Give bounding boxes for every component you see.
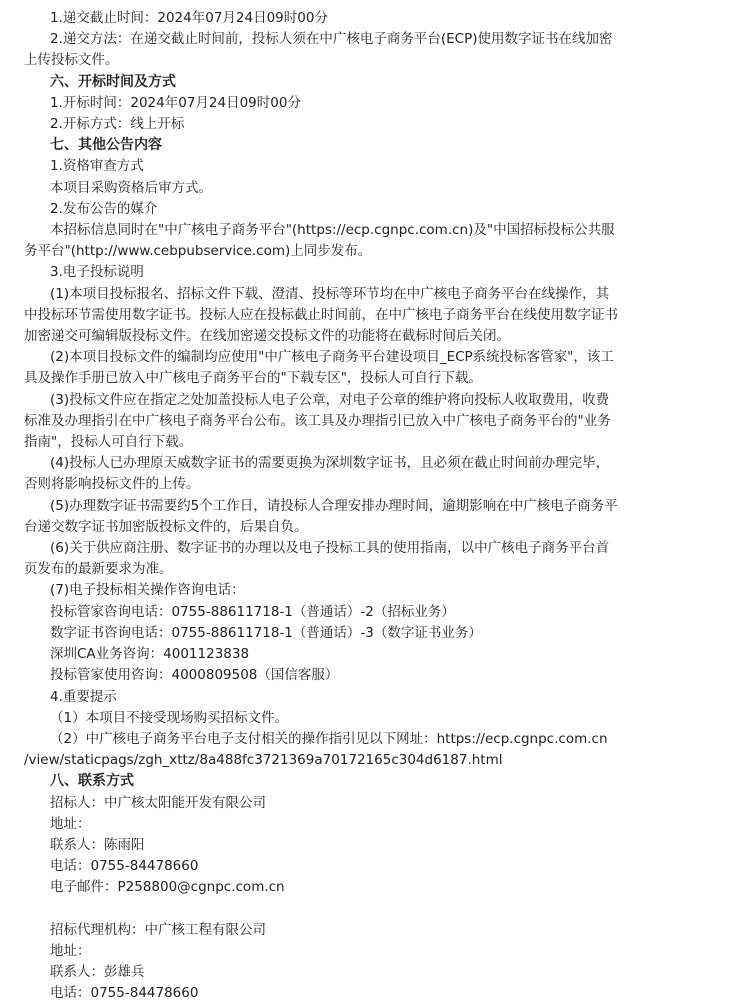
text-line: 电话：0755-84478660 [50, 858, 199, 875]
text-line: 招标人：中广核太阳能开发有限公司 [50, 794, 266, 811]
text-line: 投标管家咨询电话：0755-88611718-1（普通话）-2（招标业务） [50, 603, 455, 620]
section-heading: 六、开标时间及方式 [50, 73, 176, 90]
text-line: 台递交数字证书加密版投标文件的，后果自负。 [24, 518, 308, 535]
text-line: 本招标信息同时在"中广核电子商务平台"(https://ecp.cgnpc.com.cn)及"中国招标投标公共服 [50, 222, 615, 239]
text-line: 上传投标文件。 [24, 52, 119, 69]
text-line: (7)电子投标相关操作咨询电话： [50, 582, 245, 599]
text-line: 招标代理机构：中广核工程有限公司 [50, 921, 266, 938]
text-line: 2.发布公告的媒介 [50, 200, 158, 217]
text-line: 地址： [50, 942, 91, 959]
text-line: 1.递交截止时间：2024年07月24日09时00分 [50, 10, 328, 26]
text-line: 务平台"(http://www.cebpubservice.com)上同步发布。 [24, 243, 372, 260]
text-line: 1.开标时间：2024年07月24日09时00分 [50, 94, 301, 111]
text-line: 2.开标方式：线上开标 [50, 116, 185, 133]
text-line: 2.递交方法：在递交截止时间前，投标人须在中广核电子商务平台(ECP)使用数字证书在线加密 [50, 31, 613, 48]
text-line: 数字证书咨询电话：0755-88611718-1（普通话）-3（数字证书业务） [50, 624, 482, 641]
section-heading: 七、其他公告内容 [50, 137, 162, 154]
text-line: (1)本项目投标报名、招标文件下载、澄清、投标等环节均在中广核电子商务平台在线操作，其 [50, 285, 610, 302]
section-heading: 八、联系方式 [50, 773, 134, 790]
text-line: 页发布的最新要求为准。 [24, 561, 173, 578]
text-line: 本项目采购资格后审方式。 [50, 179, 212, 196]
text-line: 投标管家使用咨询：4000809508（国信客服） [50, 667, 339, 684]
text-line: 否则将影响投标文件的上传。 [24, 476, 200, 493]
text-line: 指南"，投标人可自行下载。 [24, 434, 193, 451]
text-line: 地址： [50, 815, 91, 832]
text-line: 4.重要提示 [50, 688, 117, 705]
text-line: /view/staticpags/zgh_xttz/8a488fc3721369a70172165c304d6187.html [24, 752, 503, 769]
text-line: (3)投标文件应在指定之处加盖投标人电子公章，对电子公章的维护将向投标人收取费用，收费 [50, 391, 610, 408]
blank-line [24, 899, 741, 920]
text-line: 联系人：彭雄兵 [50, 964, 145, 981]
text-line: 联系人：陈雨阳 [50, 836, 145, 853]
text-line: (2)本项目投标文件的编制均应使用"中广核电子商务平台建设项目_ECP系统投标客管家"，该工 [50, 349, 614, 366]
text-line: （2）中广核电子商务平台电子支付相关的操作指引见以下网址：https://ecp.cgnpc.com.cn [50, 730, 608, 747]
text-line: (6)关于供应商注册、数字证书的办理以及电子投标工具的使用指南，以中广核电子商务平台首 [50, 540, 610, 557]
text-line: 3.电子投标说明 [50, 264, 144, 281]
text-line: 标准及办理指引在中广核电子商务平台公布。该工具及办理指引已放入中广核电子商务平台的"业务 [24, 412, 611, 429]
text-line: （1）本项目不接受现场购买招标文件。 [50, 709, 289, 726]
text-line: 深圳CA业务咨询：4001123838 [50, 646, 250, 663]
text-line: (4)投标人已办理原天威数字证书的需要更换为深圳数字证书，且必须在截止时间前办理完毕， [50, 455, 610, 472]
text-line: 电子邮件：P258800@cgnpc.com.cn [50, 879, 285, 896]
text-line: 中投标环节需使用数字证书。投标人应在投标截止时间前，在中广核电子商务平台在线使用数字证书 [24, 306, 618, 323]
text-line: 加密递交可编辑版投标文件。在线加密递交投标文件的功能将在截标时间后关闭。 [24, 328, 510, 345]
text-line: 具及操作手册已放入中广核电子商务平台的"下载专区"，投标人可自行下载。 [24, 370, 482, 387]
text-line: 1.资格审查方式 [50, 158, 144, 175]
text-line: (5)办理数字证书需要约5个工作日，请投标人合理安排办理时间，逾期影响在中广核电子商务平 [50, 497, 618, 514]
text-line: 电话：0755-84478660 [50, 985, 199, 1002]
